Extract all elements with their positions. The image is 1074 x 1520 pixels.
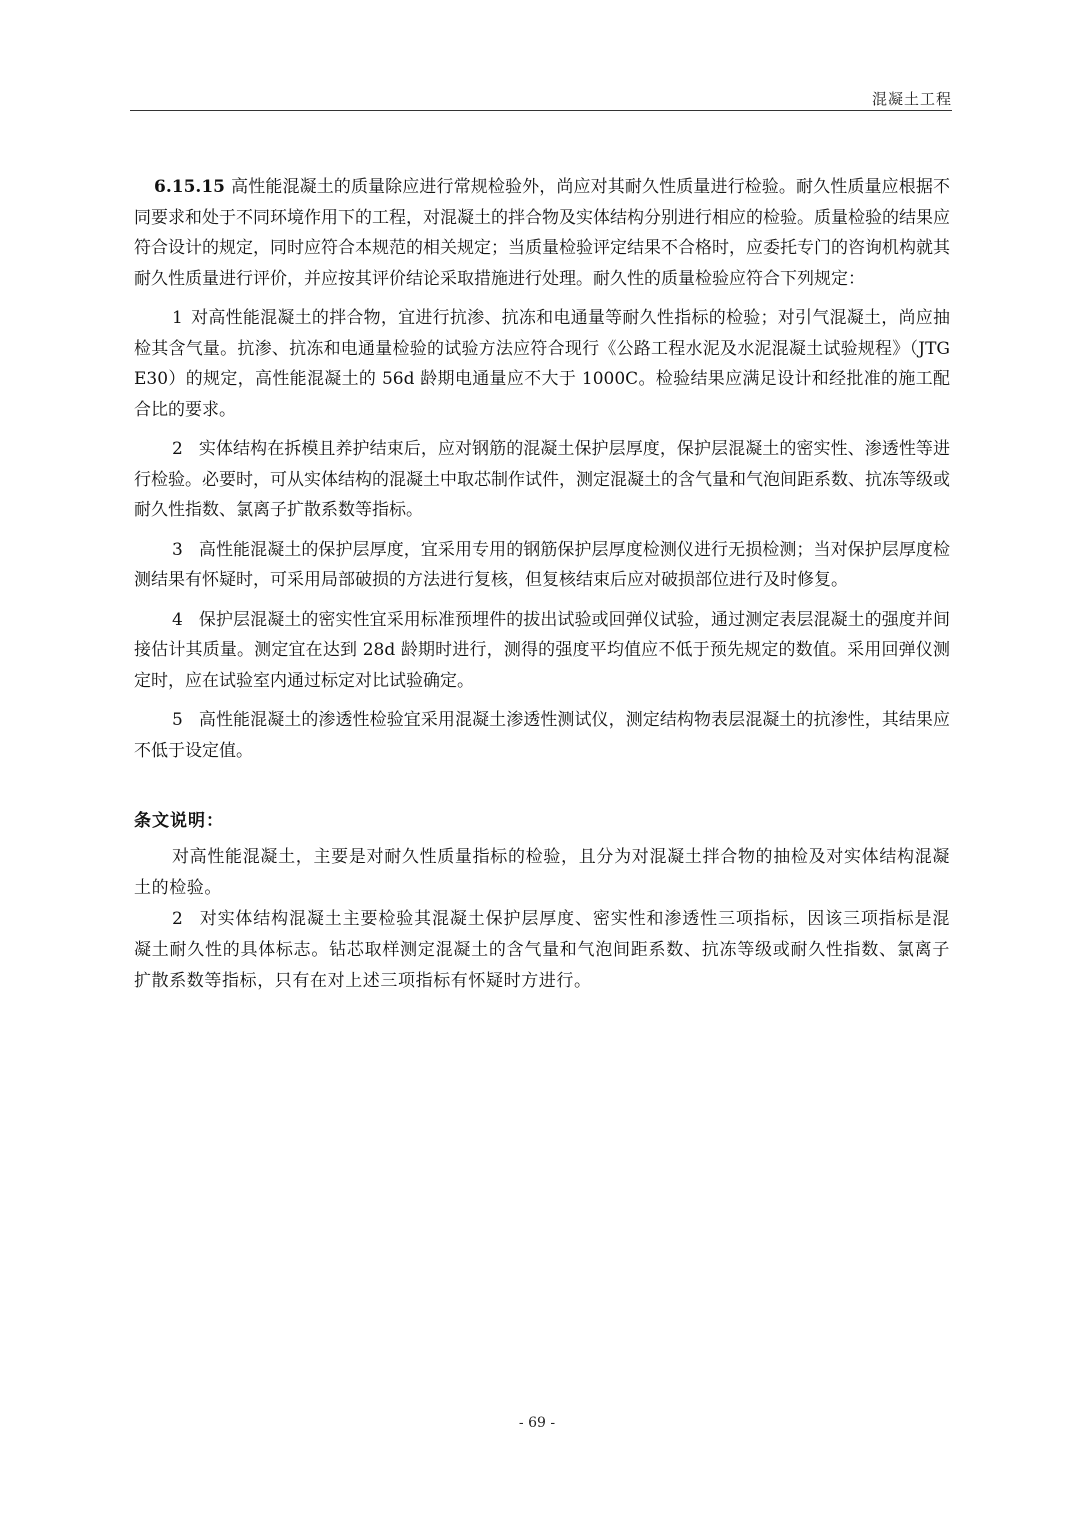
clause-item-5 bbox=[134, 705, 950, 766]
item-number: 1 bbox=[172, 308, 183, 328]
item-number: 4 bbox=[172, 609, 183, 630]
page-body bbox=[134, 172, 950, 997]
explanation-intro: 对高性能混凝土，主要是对耐久性质量指标的检验，且分为对混凝土拌合物的抽检及对实体结构混凝土的检验。 bbox=[134, 847, 950, 898]
item-text: 对实体结构混凝土主要检验其混凝土保护层厚度、密实性和渗透性三项指标，因该三项指标是混凝土耐久性的具体标志。钻芯取样测定混凝土的含气量和气泡间距系数、抗冻等级或耐久性指数、氯离子扩散系数等指标，只有在对上述三项指标有怀疑时方进行。 bbox=[134, 909, 950, 991]
item-text: 对高性能混凝土的拌合物，宜进行抗渗、抗冻和电通量等耐久性指标的检验；对引气混凝土，尚应抽检其含气量。抗渗、抗冻和电通量检验的试验方法应符合现行《公路工程水泥及水泥混凝土试验规程》（JTG E30）的规定，高性能混凝土的 56d 龄期电通量应不大于 1000C。检验结果应满足设计和经批准的施工配合比的要求。 bbox=[134, 308, 950, 420]
header-rule bbox=[130, 110, 952, 111]
clause-number: 6.15.15 bbox=[154, 177, 225, 197]
running-header-title: 混凝土工程 bbox=[871, 90, 952, 108]
item-text: 高性能混凝土的渗透性检验宜采用混凝土渗透性测试仪，测定结构物表层混凝土的抗渗性，其结果应不低于设定值。 bbox=[134, 710, 950, 761]
clause-paragraph bbox=[134, 172, 950, 294]
explanation-item-2 bbox=[134, 904, 950, 997]
clause-item-4 bbox=[134, 605, 950, 697]
page-number: - 69 - bbox=[518, 1415, 556, 1431]
explanation-heading: 条文说明： bbox=[134, 811, 224, 831]
clause-item-2 bbox=[134, 434, 950, 526]
clause-item-1 bbox=[134, 303, 950, 425]
item-text: 实体结构在拆模且养护结束后，应对钢筋的混凝土保护层厚度，保护层混凝土的密实性、渗透性等进行检验。必要时，可从实体结构的混凝土中取芯制作试件，测定混凝土的含气量和气泡间距系数、抗冻等级或耐久性指数、氯离子扩散系数等指标。 bbox=[134, 439, 950, 520]
item-text: 高性能混凝土的保护层厚度，宜采用专用的钢筋保护层厚度检测仪进行无损检测；当对保护层厚度检测结果有怀疑时，可采用局部破损的方法进行复核，但复核结束后应对破损部位进行及时修复。 bbox=[134, 539, 950, 590]
item-number: 2 bbox=[172, 439, 183, 459]
clause-text: 高性能混凝土的质量除应进行常规检验外，尚应对其耐久性质量进行检验。耐久性质量应根据不同要求和处于不同环境作用下的工程，对混凝土的拌合物及实体结构分别进行相应的检验。质量检验的结果应符合设计的规定，同时应符合本规范的相关规定；当质量检验评定结果不合格时，应委托专门的咨询机构就其耐久性质量进行评价，并应按其评价结论采取措施进行处理。耐久性的质量检验应符合下列规定： bbox=[134, 177, 950, 289]
item-number: 5 bbox=[172, 710, 183, 730]
item-number: 2 bbox=[172, 909, 184, 929]
clause-item-3 bbox=[134, 535, 950, 596]
item-text: 保护层混凝土的密实性宜采用标准预埋件的拔出试验或回弹仪试验，通过测定表层混凝土的强度并间接估计其质量。测定宜在达到 28d 龄期时进行，测得的强度平均值应不低于预先规定的数值。采用回弹仪测定时，应在试验室内通过标定对比试验确定。 bbox=[134, 609, 950, 691]
item-number: 3 bbox=[172, 539, 183, 560]
